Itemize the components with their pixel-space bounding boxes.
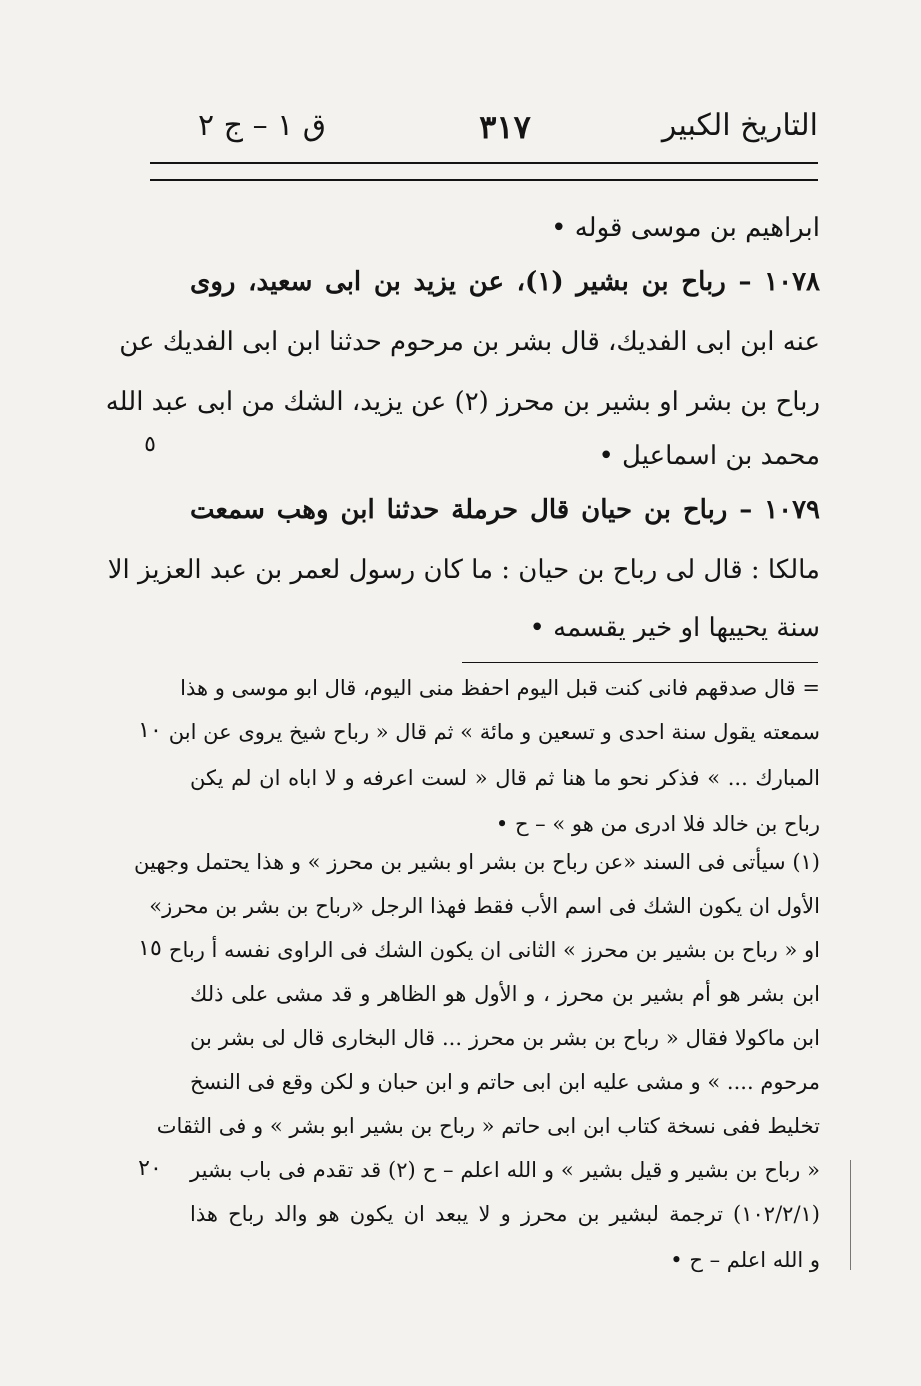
margin-line-number: ٢٠ xyxy=(138,1156,162,1181)
main-text-line: سنة يحييها او خير يقسمه • xyxy=(529,613,820,643)
margin-line-number: ٥ xyxy=(144,432,156,457)
margin-line-number: ١٠ xyxy=(138,718,162,743)
footnote-separator xyxy=(462,662,818,663)
main-text-line: ١٠٧٩ – رباح بن حيان قال حرملة حدثنا ابن وهب سمعت xyxy=(190,495,820,525)
main-text-line: ابراهيم بن موسى قوله • xyxy=(551,213,820,243)
footnote-line: سمعته يقول سنة احدى و تسعين و مائة » ثم قال « رباح شيخ يروى عن ابن xyxy=(168,720,820,744)
page-header xyxy=(150,108,818,152)
page-number: ٣١٧ xyxy=(479,108,531,146)
footnote-line: او « رباح بن بشير بن محرز » الثانى ان يكون الشك فى الراوى نفسه أ رباح xyxy=(168,938,820,962)
footnote-line: تخليط ففى نسخة كتاب ابن ابى حاتم « رباح بن بشير ابو بشر » و فى الثقات xyxy=(156,1114,820,1138)
footnote-line: ابن ماكولا فقال « رباح بن بشر بن محرز ... قال البخارى قال لى بشر بن xyxy=(190,1026,820,1050)
volume-reference: ق ١ – ج ٢ xyxy=(198,108,327,143)
main-text-line: ١٠٧٨ – رباح بن بشير (١)، عن يزيد بن ابى سعيد، روى xyxy=(190,267,820,297)
footnote-line: (١) سيأتى فى السند «عن رباح بن بشر او بشير بن محرز » و هذا يحتمل وجهين xyxy=(134,850,820,874)
book-title: التاريخ الكبير xyxy=(661,108,818,143)
margin-line-number: ١٥ xyxy=(138,936,162,961)
footnote-line: و الله اعلم – ح • xyxy=(670,1248,820,1272)
footnote-line: الأول ان يكون الشك فى اسم الأب فقط فهذا الرجل «رباح بن بشر بن محرز» xyxy=(149,894,820,918)
footnote-line: ابن بشر هو أم بشير بن محرز ، و الأول هو الظاهر و قد مشى على ذلك xyxy=(190,982,820,1006)
main-text-line: عنه ابن ابى الفديك، قال بشر بن مرحوم حدثنا ابن ابى الفديك عن xyxy=(119,327,820,357)
header-rule-top xyxy=(150,162,818,164)
footnote-line: = قال صدقهم فانى كنت قبل اليوم احفظ منى اليوم، قال ابو موسى و هذا xyxy=(180,676,820,700)
margin-rule xyxy=(850,1160,851,1270)
footnote-line: رباح بن خالد فلا ادرى من هو » – ح • xyxy=(495,812,820,836)
footnote-line: المبارك ... » فذكر نحو ما هنا ثم قال « لست اعرفه و لا اباه ان لم يكن xyxy=(190,766,820,790)
main-text-line: محمد بن اسماعيل • xyxy=(598,441,820,471)
footnote-line: (١٠٢/٢/١) ترجمة لبشير بن محرز و لا يبعد ان يكون هو والد رباح هذا xyxy=(190,1202,820,1226)
main-text-line: رباح بن بشر او بشير بن محرز (٢) عن يزيد، الشك من ابى عبد الله xyxy=(105,387,820,417)
footnote-line: « رباح بن بشير و قيل بشير » و الله اعلم – ح (٢) قد تقدم فى باب بشير xyxy=(190,1158,820,1182)
header-rule-bottom xyxy=(150,179,818,181)
footnote-line: مرحوم .... » و مشى عليه ابن ابى حاتم و ابن حبان و لكن وقع فى النسخ xyxy=(190,1070,820,1094)
main-text-line: مالكا : قال لى رباح بن حيان : ما كان رسول لعمر بن عبد العزيز الا xyxy=(107,555,820,585)
